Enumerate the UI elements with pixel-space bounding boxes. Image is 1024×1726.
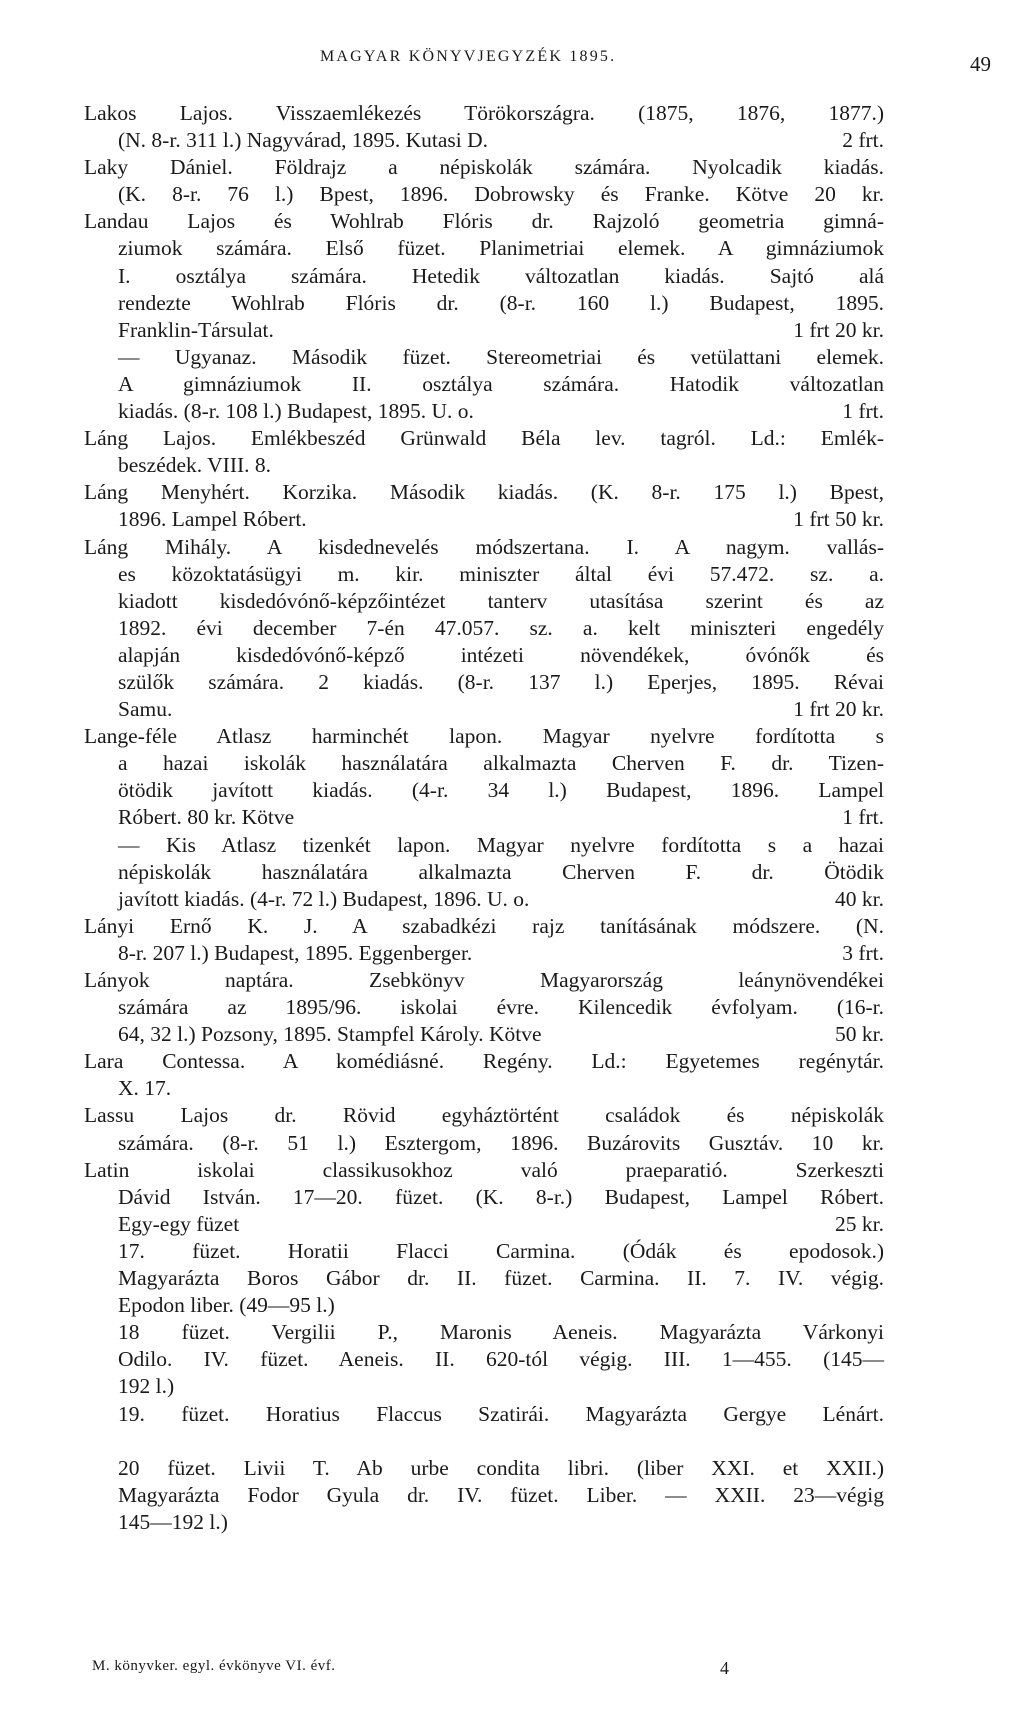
entry-text: — Ugyanaz. Második füzet. Stereometriai és vetülattani elemek. [118,344,884,369]
entry-first-line [84,1157,884,1184]
sheet-number: 4 [720,1658,729,1678]
entry-continuation-line [84,371,884,398]
entry-price: 1 frt 20 kr. [793,697,884,722]
entry-text: es közoktatásügyi m. kir. miniszter által évi 57.472. sz. a. [118,561,884,586]
entry-continuation-line [84,1401,884,1428]
entry-text: Laky Dániel. Földrajz a népiskolák számára. Nyolcadik kiadás. [84,155,884,180]
entry-text: beszédek. VIII. 8. [118,453,272,478]
entry-continuation-line [84,642,884,669]
page-footer [92,1658,812,1682]
entry-text: Egy-egy füzet [118,1211,240,1236]
entry-continuation-line [84,398,884,425]
entry-text: Lange-féle Atlasz harminchét lapon. Magyar nyelvre fordította s [84,724,884,749]
entry-text: 19. füzet. Horatius Flaccus Szatirái. Magyarázta Gergye Lénárt. [118,1401,884,1426]
entry-continuation-line [84,1130,884,1157]
entry-continuation-line [84,994,884,1021]
entry-text: kiadott kisdedóvónő-képzőintézet tanterv utasítása szerint és az [118,588,884,613]
entry-text: Latin iskolai classikusokhoz való praeparatió. Szerkeszti [84,1157,884,1182]
printer-signature: M. könyvker. egyl. évkönyve VI. évf. [92,1658,336,1674]
entry-price: 1 frt. [842,805,884,830]
entry-text: népiskolák használatára alkalmazta Cherven F. dr. Ötödik [118,859,884,884]
entry-continuation-line [84,886,884,913]
entry-first-line [84,154,884,181]
entry-text: számára az 1895/96. iskolai évre. Kilencedik évfolyam. (16-r. [118,995,884,1020]
entry-continuation-line [84,832,884,859]
entry-continuation-line [84,1509,884,1536]
entry-continuation-line [84,1373,884,1400]
entry-text: 20 füzet. Livii T. Ab urbe condita libri. (liber XXI. et XXII.) [118,1455,884,1480]
entry-price: 1 frt. [842,399,884,424]
entry-continuation-line [84,561,884,588]
entry-first-line [84,723,884,750]
entry-continuation-line [84,1265,884,1292]
entry-continuation-line [84,1428,884,1455]
entry-text: 1896. Lampel Róbert. [118,507,307,532]
entry-text: Epodon liber. (49—95 l.) [118,1293,335,1318]
catalog-entries [84,100,884,1536]
entry-continuation-line [84,1292,884,1319]
entry-text: szülők számára. 2 kiadás. (8-r. 137 l.) Eperjes, 1895. Révai [118,669,884,694]
entry-continuation-line [84,1319,884,1346]
entry-text: 1892. évi december 7-én 47.057. sz. a. kelt miniszteri engedély [118,615,884,640]
entry-text: Odilo. IV. füzet. Aeneis. II. 620-tól végig. III. 1—455. (145— [118,1347,884,1372]
entry-first-line [84,425,884,452]
entry-text: Lakos Lajos. Visszaemlékezés Törökországra. (1875, 1876, 1877.) [84,101,884,125]
entry-continuation-line [84,615,884,642]
entry-text: ötödik javított kiadás. (4-r. 34 l.) Budapest, 1896. Lampel [118,778,884,803]
entry-text: ziumok számára. Első füzet. Planimetriai elemek. A gimnáziumok [118,236,884,261]
entry-first-line [84,913,884,940]
entry-continuation-line [84,344,884,371]
entry-first-line [84,1102,884,1129]
entry-first-line [84,100,884,127]
entry-continuation-line [84,777,884,804]
entry-text: 18 füzet. Vergilii P., Maronis Aeneis. Magyarázta Várkonyi [118,1320,884,1345]
entry-continuation-line [84,1184,884,1211]
entry-text: a hazai iskolák használatára alkalmazta Cherven F. dr. Tizen- [118,751,884,776]
entry-continuation-line [84,1075,884,1102]
entry-first-line [84,967,884,994]
entry-text: Láng Mihály. A kisdednevelés módszertana. I. A nagym. vallás- [84,534,884,559]
entry-text: Lányok naptára. Zsebkönyv Magyarország leánynövendékei [84,968,884,992]
entry-text: A gimnáziumok II. osztálya számára. Hatodik változatlan [118,371,884,396]
page-header [0,48,1024,78]
entry-text: 192 l.) [118,1374,175,1399]
entry-continuation-line [84,452,884,479]
entry-text: 17. füzet. Horatii Flacci Carmina. (Ódák és epodosok.) [118,1238,884,1263]
entry-text: Láng Menyhért. Korzika. Második kiadás. (K. 8-r. 175 l.) Bpest, [84,480,884,505]
entry-text: Lara Contessa. A komédiásné. Regény. Ld.: Egyetemes regénytár. [84,1049,884,1074]
entry-text: Franklin-Társulat. [118,317,274,342]
entry-text: Samu. [118,697,173,722]
entry-text: Magyarázta Boros Gábor dr. II. füzet. Carmina. II. 7. IV. végig. [118,1266,884,1291]
entry-continuation-line [84,750,884,777]
entry-text: Landau Lajos és Wohlrab Flóris dr. Rajzoló geometria gimná- [84,209,884,234]
entry-price: 25 kr. [835,1211,884,1236]
page-number: 49 [970,52,991,76]
entry-continuation-line [84,940,884,967]
entry-continuation-line [84,506,884,533]
entry-first-line [84,534,884,561]
entry-continuation-line [84,1238,884,1265]
entry-continuation-line [84,859,884,886]
entry-continuation-line [84,1021,884,1048]
entry-continuation-line [84,696,884,723]
entry-price: 2 frt. [842,128,884,153]
entry-text: kiadás. (8-r. 108 l.) Budapest, 1895. U. o. [118,399,474,424]
entry-text: Róbert. 80 kr. Kötve [118,805,295,830]
entry-first-line [84,1048,884,1075]
entry-continuation-line [84,1482,884,1509]
entry-text: Láng Lajos. Emlékbeszéd Grünwald Béla lev. tagról. Ld.: Emlék- [84,426,884,451]
entry-continuation-line [84,1211,884,1238]
entry-price: 3 frt. [842,940,884,965]
entry-text: alapján kisdedóvónő-képző intézeti növendékek, óvónők és [118,642,884,667]
entry-continuation-line [84,181,884,208]
entry-continuation-line [84,263,884,290]
entry-continuation-line [84,235,884,262]
entry-price: 1 frt 50 kr. [793,507,884,532]
entry-text: I. osztálya számára. Hetedik változatlan kiadás. Sajtó alá [118,263,884,288]
entry-continuation-line [84,127,884,154]
entry-price: 40 kr. [835,886,884,911]
entry-text: Lányi Ernő K. J. A szabadkézi rajz tanításának módszere. (N. [84,913,884,938]
running-head: MAGYAR KÖNYVJEGYZÉK 1895. [320,48,617,65]
entry-text: 8-r. 207 l.) Budapest, 1895. Eggenberger. [118,940,473,965]
entry-continuation-line [84,317,884,344]
entry-text: 64, 32 l.) Pozsony, 1895. Stampfel Károly. Kötve [118,1022,542,1047]
entry-first-line [84,479,884,506]
entry-text: X. 17. [118,1076,172,1101]
entry-continuation-line [84,669,884,696]
entry-text: számára. (8-r. 51 l.) Esztergom, 1896. Buzárovits Gusztáv. 10 kr. [118,1130,884,1155]
entry-text: 145—192 l.) [118,1509,228,1534]
entry-text: (N. 8-r. 311 l.) Nagyvárad, 1895. Kutasi D. [118,128,489,153]
entry-text: Magyarázta Fodor Gyula dr. IV. füzet. Liber. — XXII. 23—végig [118,1482,884,1507]
entry-text: rendezte Wohlrab Flóris dr. (8-r. 160 l.) Budapest, 1895. [118,290,884,315]
entry-price: 50 kr. [835,1022,884,1047]
entry-text: Dávid István. 17—20. füzet. (K. 8-r.) Budapest, Lampel Róbert. [118,1184,884,1209]
entry-continuation-line [84,804,884,831]
entry-text: — Kis Atlasz tizenkét lapon. Magyar nyelvre fordította s a hazai [118,832,884,857]
entry-continuation-line [84,1346,884,1373]
entry-first-line [84,208,884,235]
entry-text: javított kiadás. (4-r. 72 l.) Budapest, 1896. U. o. [118,886,530,911]
entry-price: 1 frt 20 kr. [793,317,884,342]
entry-continuation-line [84,290,884,317]
entry-continuation-line [84,588,884,615]
entry-continuation-line [84,1455,884,1482]
entry-text: (K. 8-r. 76 l.) Bpest, 1896. Dobrowsky és Franke. Kötve 20 kr. [118,182,884,207]
entry-text: Lassu Lajos dr. Rövid egyháztörtént családok és népiskolák [84,1103,884,1128]
